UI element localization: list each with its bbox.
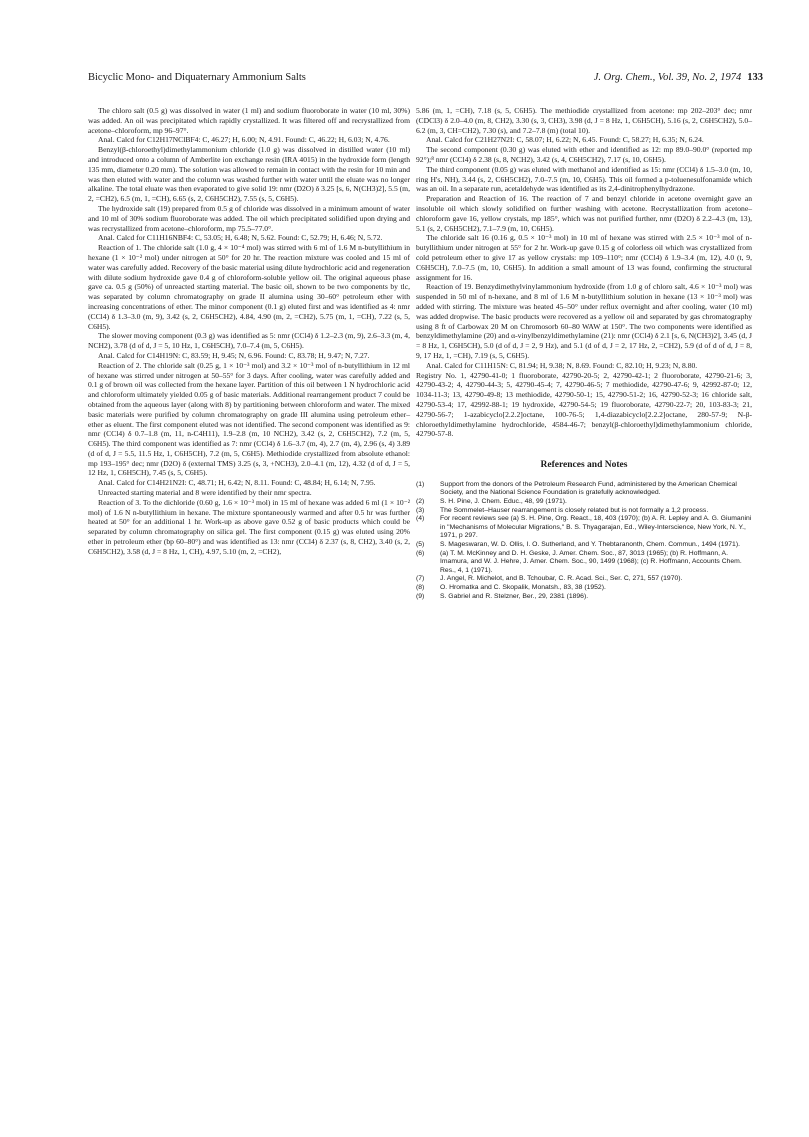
running-head-journal [594, 72, 763, 83]
reference-item [416, 593, 752, 602]
reference-text: (a) T. M. McKinney and D. H. Geske, J. Amer. Chem. Soc., 87, 3013 (1965); (b) R. Hoffmann, A. Imamura, and W. J. Hehre, J. Amer. Chem. Soc., 90, 1499 (1968); (c) R. Hoffmann, Accounts Chem. Res., 4, 1 (1971). [440, 549, 742, 574]
reference-text: The Sommelet–Hauser rearrangement is closely related but is not formally a 1,2 process. [440, 506, 709, 514]
journal-citation: J. Org. Chem., Vol. 39, No. 2, 1974 [593, 72, 742, 83]
reference-number: (5) [416, 541, 425, 549]
reaction-1-paragraph: Reaction of 1. The chloride salt (1.0 g, 4 × 10⁻⁴ mol) was stirred with 6 ml of 1.6 M n-butyllithium in hexane (1 × 10⁻² mol) under nitrogen at 50° for 20 hr. The reaction mixture was cooled and 15 ml of water was carefully added. Recovery of the basic material using dilute hydrochloric acid and regeneration with dilute sodium hydroxide gave 0.4 g of chloroform-soluble yellow oil. The original aqueous phase gave ca. 0.5 g (50%) of unreacted starting material. The basic oil, shown to be two components by tlc, was separated by column chromatography on grade II alumina using 30–60° petroleum ether with increasing concentrations of ether. The minor component (0.1 g) eluted first and was identified as 4: nmr (CCl4) δ 1.3–3.0 (m, 9), 3.42 (s, 2, C6H5CH2), 4.84, 4.90 (m, 2, =CH2), 5.75 (m, 1, =CH), 7.22 (s, 5, C6H5). [88, 243, 410, 331]
analysis-paragraph: Anal. Calcd for C21H27N2I: C, 58.07; H, 6.22; N, 6.45. Found: C, 58.27; H, 6.35; N, 6.24. [426, 135, 704, 145]
reference-number: (4) [416, 515, 425, 523]
paragraph: The second component (0.30 g) was eluted with ether and identified as 12: mp 89.0–90.0° (reported mp 92°);⁸ nmr (CCl4) δ 2.38 (s, 8, NCH2), 3.42 (s, 4, C6H5CH2), 7.17 (s, 10, C6H5). [416, 145, 752, 164]
reference-text: O. Hromatka and C. Skopalik, Monatsh., 83, 38 (1952). [440, 584, 606, 592]
running-head-title: Bicyclic Mono- and Diquaternary Ammonium Salts [88, 72, 306, 83]
registry-numbers: Registry No. 1, 42790-41-0; 1 fluoroborate, 42790-20-5; 2, 42790-42-1; 2 fluoroborate, 42790-21-6; 3, 42790-43-2; 4, 42790-44-3; 5, 42790-45-4; 7, 42790-46-5; 7 methiodide, 42790-47-6; 9, 42992-87-0; 12, 1034-11-3; 13, 42790-49-8; 13 methiodide, 42790-50-1; 15, 42790-51-2; 16, 42790-52-3; 16 chloride salt, 42790-53-4; 17, 42992-88-1; 19 hydroxide, 42790-54-5; 19 fluoroborate, 42790-22-7; 20, 103-83-3; 21, 42790-56-7; 1-azabicyclo[2.2.2]octane, 100-76-5; 1,4-diazabicyclo[2.2.2]octane, 280-57-9; N-β-chloroethyldimethylamine hydrochloride, 4584-46-7; benzyl(β-chloroethyl)dimethylammonium chloride, 42790-57-8. [416, 370, 752, 439]
reference-item [416, 515, 752, 541]
paragraph: The third component (0.05 g) was eluted with methanol and identified as 15: nmr (CCl4) δ 1.5–3.0 (m, 10, ring H's, NH), 3.44 (s, 2, C6H5CH2), 7.0–7.5 (m, 10, C6H5). This oil formed a p-toluenesulfonamide which was an oil. In a separate run, acetaldehyde was identified as its 2,4-dinitrophenylhydrazone. [416, 164, 752, 194]
analysis-paragraph: Anal. Calcd for C11H15N: C, 81.94; H, 9.38; N, 8.69. Found: C, 82.10; H, 9.23; N, 8.80. [426, 360, 698, 370]
reference-item [416, 584, 752, 593]
reference-number: (3) [416, 506, 425, 514]
right-column [416, 106, 752, 601]
paragraph: The chloro salt (0.5 g) was dissolved in water (1 ml) and sodium fluoroborate in water (10 ml, 30%) was added. An oil was precipitated which rapidly crystallized. It was filtered off and recrystallized from acetone–chloroform, mp 96–97°. [88, 106, 410, 135]
paragraph: The slower moving component (0.3 g) was identified as 5: nmr (CCl4) δ 1.2–2.3 (m, 9), 2.6–3.3 (m, 4, NCH2), 3.78 (d of d, J = 5, 10 Hz, 1, C6H5CH), 7.0–7.4 (m, 5, C6H5). [88, 331, 410, 351]
reaction-2-paragraph: Reaction of 2. The chloride salt (0.25 g, 1 × 10⁻³ mol) and 3.2 × 10⁻³ mol of n-butyllithium in 12 ml of hexane was stirred under nitrogen at 50–55° for 3 days. After cooling, water was carefully added and 0.1 g of brown oil was collected from the hexane layer. Partition of this oil between 1 N hydrochloric acid and chloroform ultimately yielded 0.05 g of basic materials. Additional rearrangement product 7 could be obtained from the aqueous layer (along with 8) by partitioning between chloroform and water. The mixed basic materials were purified by column chromatography on grade III alumina using petroleum ether–ether as eluent. The first component eluted was not identified. The second component was identified as 9: nmr (CCl4) δ 0.7–1.8 (m, 11, n-C4H11), 1.9–2.8 (m, 10 NCH2), 3.42 (s, 2, C6H5CH2), 7.2 (m, 5, C6H5). The third component was identified as 7: nmr (CCl4) δ 1.6–3.7 (m, 4), 2.7 (m, 4), 2.96 (s, 4) 3.89 (d of d, J = 5.5, 11.5 Hz, 1, C6H5CH), 7.2 (m, 5, C6H5). Methiodide crystallized from absolute ethanol: mp 193–195° dec; nmr (D2O) δ (external TMS) 3.25 (s, 3, +NCH3), 2.0–4.1 (m, 12), 4.32 (d of d, J = 5, 12 Hz, 1, C6H5CH), 7.45 (s, 5, C6H5). [88, 360, 411, 478]
analysis-paragraph: Anal. Calcd for C11H16NBF4: C, 53.05; H, 6.48; N, 5.62. Found: C, 52.79; H, 6.46; N, 5.72. [98, 233, 383, 243]
analysis-paragraph: Anal. Calcd for C14H21N2I: C, 48.71; H, 6.42; N, 8.11. Found: C, 48.84; H, 6.14; N, 7.95. [98, 478, 376, 488]
references-heading: References and Notes [540, 460, 628, 471]
paragraph: Unreacted starting material and 8 were identified by their nmr spectra. [98, 488, 312, 498]
reference-text: J. Angel, R. Michelot, and B. Tchoubar, C. R. Acad. Sci., Ser. C, 271, 557 (1970). [440, 575, 683, 583]
reference-text: For recent reviews see (a) S. H. Pine, Org. React., 18, 403 (1970); (b) A. R. Lepley and A. G. Giumanini in "Mechanisms of Molecular Migrations," B. S. Thyagarajan, Ed., Wiley-Interscience, New York, N. Y., 1971, p 297. [440, 515, 752, 540]
paragraph: Benzyl(β-chloroethyl)dimethylammonium chloride (1.0 g) was dissolved in distilled water (10 ml) and introduced onto a column of Amberlite ion exchange resin (IRA 4015) in the hydroxide form (length 135 mm, diameter 0.20 mm). The solution was allowed to remain in contact with the resin for 10 min and was then eluted with water and the column was washed further with water until the eluate was no longer alkaline. The total eluate was then evaporated to give solid 19: nmr (D2O) δ 3.25 [s, 6, N(CH3)2], 5.5 (m, 2, =CH2), 6.5 (m, 1, =CH), 6.65 (s, 2, C6H5CH2), 7.55 (s, 5, C6H5). [88, 145, 410, 204]
reaction-19-paragraph: Reaction of 19. Benzydimethylvinylammonium hydroxide (from 1.0 g of chloro salt, 4.6 × 10⁻³ mol) was suspended in 50 ml of n-hexane, and 8 ml of 1.6 M n-butyllithium solution in hexane (13 × 10⁻³ mol) was added with stirring. The mixture was heated 45–50° under reflux overnight and after cooling, water (10 ml) was added dropwise. The basic products were recovered as a yellow oil and separated by gas chromatography using 8 ft of Carbowax 20 M on Chromosorb 60–80 WAW at 150°. The two components were identified as benzyldimethylamine (20) and α-vinylbenzyldimethylamine (21): nmr (CCl4) δ 2.1 [s, 6, N(CH3)2], 3.45 (d, J = 8 Hz, 1, C6H5CH), 5.0 (d of d, J = 2, 9 Hz), and 5.1 (d of d, J = 2, 17 Hz, 2, =CH2), 5.9 (d of d of d, J = 8, 9, 17 Hz, 1, =CH), 7.19 (s, 5, C6H5). [416, 282, 752, 360]
references-list [416, 481, 752, 601]
paragraph: The hydroxide salt (19) prepared from 0.5 g of chloride was dissolved in a minimum amount of water and 10 ml of 30% sodium fluoroborate was added. The oil which precipitated solidified upon drying and was recrystallized from acetone–chloroform, mp 75.5–77.0°. [88, 203, 410, 233]
reference-text: S. Gabriel and R. Stelzner, Ber., 29, 2381 (1896). [440, 592, 589, 600]
reference-number: (8) [416, 584, 425, 592]
reference-text: S. H. Pine, J. Chem. Educ., 48, 99 (1971). [440, 498, 567, 506]
reference-number: (9) [416, 592, 425, 600]
reference-text: Support from the donors of the Petroleum Research Fund, administered by the American Chemical Society, and the National Science Foundation is gratefully acknowledged. [440, 480, 737, 497]
reference-number: (2) [416, 498, 425, 506]
reference-item [416, 498, 752, 507]
reference-item [416, 481, 752, 498]
page-number: 133 [747, 72, 763, 83]
running-head [88, 72, 763, 86]
preparation-16-paragraph: Preparation and Reaction of 16. The reaction of 7 and benzyl chloride in acetone overnight gave an insoluble oil which slowly solidified on further washing with acetone. Recrystallization from acetone–chloroform gave 16, yellow crystals, mp 185°, which was not purified further, nmr (D2O) δ 2.2–4.3 (m, 13), 5.1 (s, 2, C6H5CH2), 7.1–7.9 (m, 10, C6H5). [416, 194, 752, 233]
reference-number: (1) [416, 480, 425, 488]
reference-item [416, 507, 752, 516]
paragraph: 5.86 (m, 1, =CH), 7.18 (s, 5, C6H5). The methiodide crystallized from acetone: mp 202–203° dec; nmr (CDCl3) δ 2.0–4.0 (m, 8, CH2), 3.30 (s, 3, CH3), 3.98 (d, J = 8 Hz, 1, C6H5CH), 5.16 (s, 2, C6H5CH2), 5.0–6.2 (m, 3, CH=CH2), 7.30 (s), and 7.2–7.8 (m) (total 10). [416, 106, 752, 135]
analysis-paragraph: Anal. Calcd for C12H17NClBF4: C, 46.27; H, 6.00; N, 4.91. Found: C, 46.22; H, 6.03; N, 4.76. [98, 135, 390, 145]
left-column [88, 106, 410, 557]
analysis-paragraph: Anal. Calcd for C14H19N: C, 83.59; H, 9.45; N, 6.96. Found: C, 83.78; H, 9.47; N, 7.27. [98, 350, 370, 360]
reference-text: S. Mageswaran, W. D. Ollis, I. O. Sutherland, and Y. Thebtaranonth, Chem. Commun., 1494 (1971). [440, 541, 740, 549]
reference-number: (6) [416, 549, 425, 557]
reference-item [416, 575, 752, 584]
reaction-3-paragraph: Reaction of 3. To the dichloride (0.60 g, 1.6 × 10⁻³ mol) in 15 ml of hexane was added 6 ml (1 × 10⁻² mol) of 1.6 N n-butyllithium in hexane. The mixture spontaneously warmed and after 0.5 hr was further heated at 50° for an additional 1 hr. Work-up as above gave 0.52 g of basic products which could be separated by column chromatography on silica gel. The first component (0.15 g) was eluted using 20% ether in petroleum ether (bp 60–80°) and was identified as 13: nmr (CCl4) δ 2.37 (s, 8, CH2), 3.40 (s, 2, C6H5CH2), 3.58 (d, J = 8 Hz, 1, CH), 4.97, 5.10 (m, 2, =CH2), [88, 497, 410, 556]
paragraph: The chloride salt 16 (0.16 g, 0.5 × 10⁻³ mol) in 10 ml of hexane was stirred with 2.5 × 10⁻³ mol of n-butyllithium under nitrogen at 55° for 2 hr. Work-up gave 0.15 g of colorless oil which was crystallized from cold petroleum ether to give 17 as yellow crystals: mp 109–110°; nmr (CCl4) δ 1.9–3.4 (m, 12), 4.0 (t, 9, C6H5CH), 7.0–7.5 (m, 10, C6H5). In addition a small amount of 13 was found, confirming the structural assignment for 16. [416, 233, 752, 282]
reference-number: (7) [416, 575, 425, 583]
reference-item [416, 550, 752, 576]
reference-item [416, 541, 752, 550]
